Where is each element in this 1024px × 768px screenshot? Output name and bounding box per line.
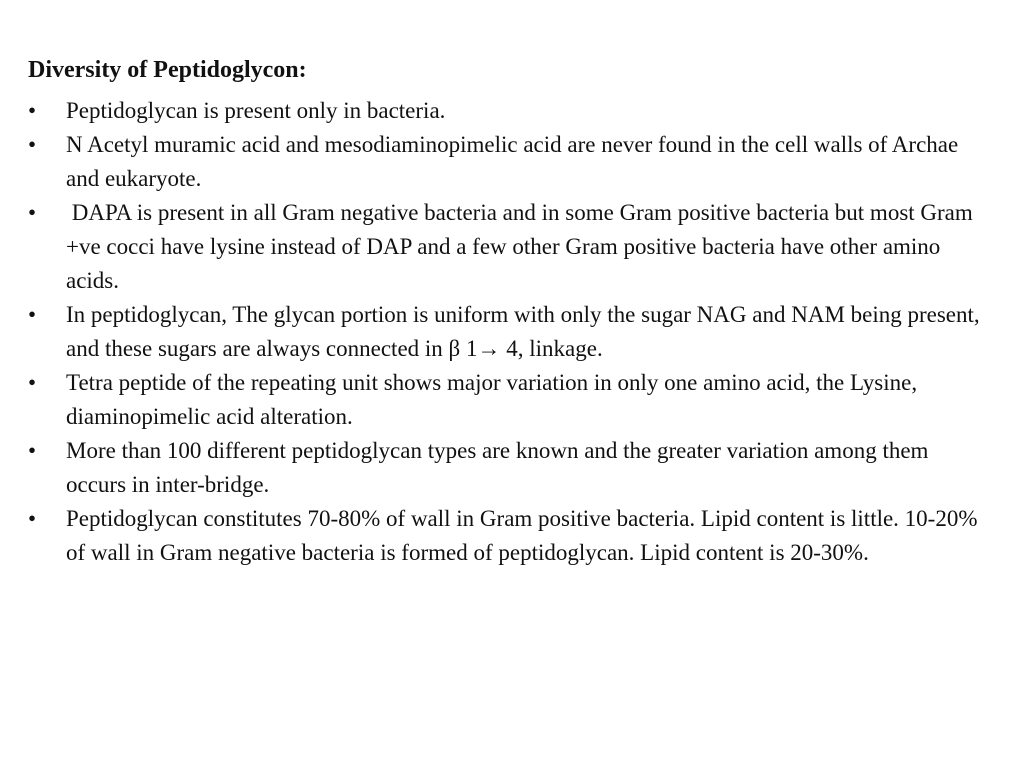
bullet-item xyxy=(28,298,988,366)
bullet-item xyxy=(28,502,988,570)
bullet-icon: • xyxy=(28,98,37,123)
bullet-text: Peptidoglycan constitutes 70-80% of wall in Gram positive bacteria. Lipid content is little. 10-20% of wall in Gram negative bacteria is formed of peptidoglycan. Lipid content is 20-30%. xyxy=(66,506,978,565)
bullet-text: Peptidoglycan is present only in bacteria. xyxy=(66,98,446,123)
bullet-text: DAPA is present in all Gram negative bacteria and in some Gram positive bacteria but most Gram +ve cocci have lysine instead of DAP and a few other Gram positive bacteria have other amino acids. xyxy=(66,200,979,293)
bullet-item xyxy=(28,94,988,128)
bullet-icon: • xyxy=(28,132,37,157)
bullet-item xyxy=(28,434,988,502)
bullet-text: More than 100 different peptidoglycan types are known and the greater variation among them occurs in inter-bridge. xyxy=(66,438,929,497)
bullet-icon: • xyxy=(28,370,37,395)
slide-title: Diversity of Peptidoglycon: xyxy=(28,57,307,83)
bullet-icon: • xyxy=(28,302,37,327)
bullet-item xyxy=(28,196,988,298)
bullet-icon: • xyxy=(28,200,37,225)
bullet-icon: • xyxy=(28,506,37,531)
bullet-item xyxy=(28,366,988,434)
bullet-item xyxy=(28,128,988,196)
bullet-text: In peptidoglycan, The glycan portion is uniform with only the sugar NAG and NAM being present, and these sugars are always connected in β 1→ 4, linkage. xyxy=(66,302,980,361)
bullet-icon: • xyxy=(28,438,37,463)
bullet-text: Tetra peptide of the repeating unit shows major variation in only one amino acid, the Lysine, diaminopimelic acid alteration. xyxy=(66,370,918,429)
bullet-list xyxy=(28,94,988,570)
bullet-text: N Acetyl muramic acid and mesodiaminopimelic acid are never found in the cell walls of Archae and eukaryote. xyxy=(66,132,959,191)
